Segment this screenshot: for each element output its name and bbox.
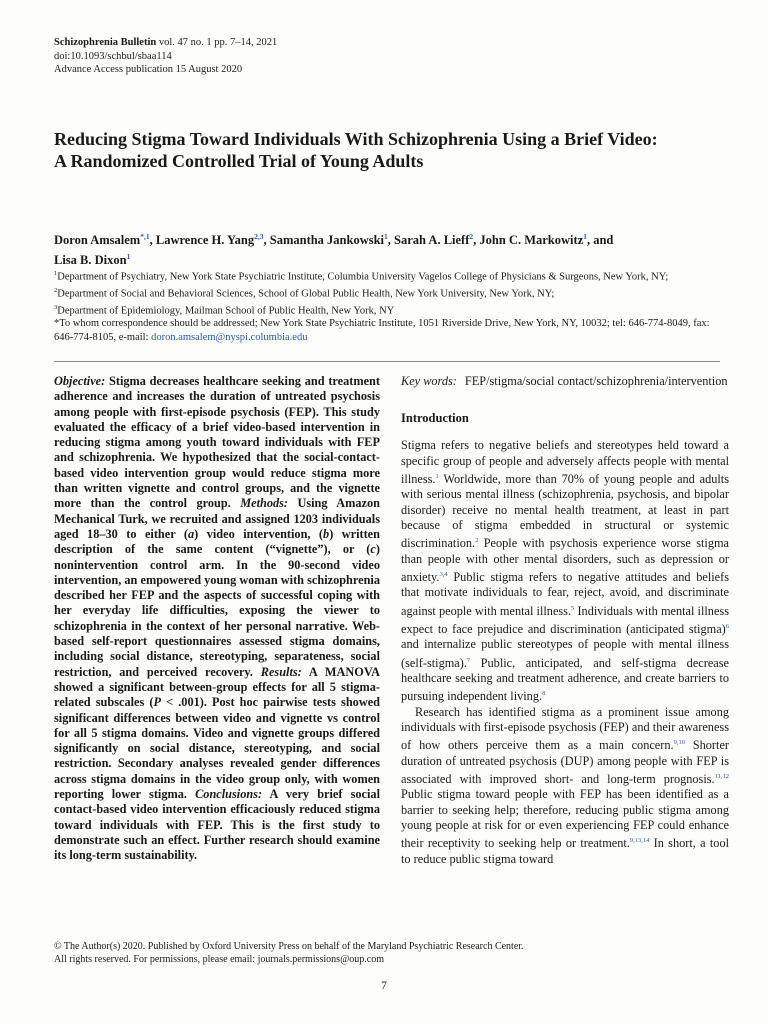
citation-link[interactable]: 9,13,14 (629, 837, 650, 845)
author-name: Lisa B. Dixon (54, 252, 127, 267)
citation-link[interactable]: 3,4 (439, 570, 448, 578)
abstract-results-label: Results: (260, 664, 302, 679)
citation-link[interactable]: 6 (725, 622, 729, 630)
affil-marker: 1 (54, 270, 58, 277)
abstract (54, 374, 380, 864)
text-run: People with psychosis experience worse stigma than people with other mental disorders, such as depression or anxiety. (401, 536, 729, 584)
author-name: Samantha Jankowski (269, 233, 385, 248)
abstract-objective: Stigma decreases healthcare seeking and treatment adherence and increases the duration of untreated psychosis among people with first-episode psychosis (FEP). This study evaluated the efficacy of a brief video-based intervention in reducing stigma among youth toward individuals with FEP and schizophrenia. We hypothesized that the social-contact-based video intervention group would reduce stigma more than written vignette and control groups, and the vignette more than the control group. (54, 374, 380, 511)
journal-name: Schizophrenia Bulletin (54, 37, 157, 48)
title-line-2: A Randomized Controlled Trial of Young Adults (54, 151, 424, 171)
keywords-text: FEP/stigma/social contact/schizophrenia/intervention (464, 374, 728, 388)
option-letter: a (188, 526, 195, 541)
author-affil-link[interactable]: *,1 (140, 232, 150, 241)
author-affil-link[interactable]: 2 (469, 232, 474, 241)
option-letter: c (370, 542, 376, 557)
correspondence-text: *To whom correspondence should be addressed; New York State Psychiatric Institute, 1051 Riverside Drive, New York, NY, 10032; tel: 646-774-8049, fax: 646-774-8105, e-mail: (54, 318, 710, 343)
abstract-conclusions-label: Conclusions: (195, 787, 263, 802)
abstract-methods-text: ) nonintervention control arm. In the 90-second video intervention, an empowered young woman with schizophrenia described her FEP and the aspects of successful coping with her everyday life difficulties, exposing the viewer to schizophrenia in the context of her personal narrative. Web-based self-report questionnaires assessed stigma domains, including social distance, stereotyping, separateness, social restriction, and perceived recovery. (54, 542, 380, 679)
permissions-line: All rights reserved. For permissions, please email: journals.permissions@oup.com (54, 954, 384, 965)
citation-link[interactable]: 8 (542, 690, 546, 698)
article-title (54, 128, 714, 172)
author-affil-link[interactable]: 2,3 (254, 232, 264, 241)
p-value-letter: P (153, 695, 161, 710)
text-run: Worldwide, more than 70% of young people and adults with serious mental illness (schizophrenia, psychosis, and bipolar disorder) receive no mental health treatment, at least in part because of stigma embedded in structural or systemic discrimination. (401, 471, 729, 551)
author-name: Sarah A. Lieff (394, 233, 470, 248)
text-run: and internalize public stereotypes of people with mental illness (self-stigma). (401, 637, 729, 670)
text-run: Public stigma toward people with FEP has been identified as a barrier to seeking help; therefore, reducing public stigma among young people at risk for or even experiencing FEP could enhance their receptivity to seeking help or treatment. (401, 787, 729, 851)
divider (54, 361, 720, 362)
affil-marker: 2 (54, 287, 58, 294)
affil-marker: 3 (54, 304, 58, 311)
section-heading-introduction: Introduction (401, 411, 469, 426)
citation-link[interactable]: 9,10 (673, 739, 685, 747)
author-affil-link[interactable]: 1 (126, 251, 131, 261)
email-link[interactable]: doron.amsalem@nyspi.columbia.edu (151, 331, 308, 343)
text-run: Public, anticipated, and self-stigma decrease healthcare seeking and treatment adherence, and create barriers to pursuing independent living. (401, 655, 729, 704)
citation-link[interactable]: 5 (571, 604, 575, 612)
option-letter: b (323, 526, 330, 541)
affiliation-1: Department of Psychiatry, New York State Psychiatric Institute, Columbia University Vagelos College of Physicians & Surgeons, New York, NY; (57, 271, 669, 283)
abstract-results-text: A MANOVA showed a significant between-group effects for all 5 stigma-related subscales ( (54, 664, 381, 710)
text-run: Shorter duration of untreated psychosis (DUP) among people with FEP is associated with improved short- and long-term prognosis. (401, 738, 729, 787)
abstract-methods-text: ) video intervention, ( (194, 526, 324, 541)
author-affil-link[interactable]: 1 (583, 232, 587, 241)
citation-link[interactable]: 7 (466, 656, 471, 664)
paragraph (401, 438, 729, 704)
affiliation-2: Department of Social and Behavioral Sciences, School of Global Public Health, New York University, New York, NY; (57, 288, 555, 300)
text-run: In short, a tool to reduce public stigma toward (401, 836, 730, 866)
text-run: Public stigma refers to negative attitudes and beliefs that motivate individuals to fear, reject, avoid, and discriminate against people with mental illness. (401, 569, 729, 618)
keywords-label: Key words: (401, 374, 457, 388)
abstract-methods-label: Methods: (240, 496, 289, 511)
author-name: John C. Markowitz (479, 233, 584, 248)
citation-link[interactable]: 1 (435, 472, 439, 480)
abstract-objective-label: Objective: (54, 374, 106, 388)
author-name: Doron Amsalem (54, 233, 141, 248)
author-list: Doron Amsalem$^{*,1}$, Lawrence H. Yang$^{2,3}$, Samantha Jankowski$^1$, Sarah A. Lieff$^2$, John C. Markowitz$^1$, and Lisa B. Dixon$^1$ (54, 232, 614, 267)
correspondence (54, 317, 720, 344)
text-run: Research has identified stigma as a prominent issue among individuals with first-episode psychosis (FEP) and their awareness of how others perceive them as a main concern. (401, 704, 729, 753)
affiliations (54, 267, 720, 318)
keywords (401, 374, 729, 389)
text-run: Stigma refers to negative beliefs and stereotypes held toward a specific group of people and adversely affects people with mental illness. (401, 438, 729, 486)
author-name: Lawrence H. Yang (155, 233, 255, 248)
copyright-footer (54, 940, 720, 966)
paragraph (401, 705, 729, 867)
abstract-methods-text: Using Amazon Mechanical Turk, we recruited and assigned 1203 individuals aged 18–30 to either ( (54, 496, 380, 541)
abstract-results-text: < .001). Post hoc pairwise tests showed significant differences between video and vignette vs control for all 5 stigma domains. Video and vignette groups differed significantly on social distance, stereotyping, and social restriction. Secondary analyses revealed gender differences across stigma domains in the video group only, with women reporting lower stigma. (54, 695, 380, 802)
citation-link[interactable]: 11,12 (714, 772, 729, 780)
introduction-body (401, 438, 729, 867)
abstract-methods-text: ) written description of the same content (“vignette”), or ( (54, 526, 380, 557)
doi[interactable]: doi:10.1093/schbul/sbaa114 (54, 50, 172, 62)
journal-meta: vol. 47 no. 1 pp. 7–14, 2021 (156, 37, 278, 48)
title-line-1: Reducing Stigma Toward Individuals With Schizophrenia Using a Brief Video: (54, 129, 658, 149)
right-column (401, 374, 729, 867)
advance-access: Advance Access publication 15 August 2020 (54, 64, 243, 75)
page-number: 7 (381, 980, 387, 992)
copyright-line: © The Author(s) 2020. Published by Oxford University Press on behalf of the Maryland Psychiatric Research Center. (54, 941, 524, 952)
abstract-conclusions: A very brief social contact-based video intervention efficaciously reduced stigma toward individuals with FEP. This is the first study to demonstrate such an effect. Further research should examine its long-term sustainability. (54, 787, 380, 863)
author-conjunction: and (593, 233, 614, 248)
affiliation-3: Department of Epidemiology, Mailman School of Public Health, New York, NY (57, 305, 395, 317)
text-run: Individuals with mental illness expect to face prejudice and discrimination (anticipated stigma) (401, 603, 729, 637)
author-affil-link[interactable]: 1 (384, 232, 388, 241)
citation-link[interactable]: 2 (475, 537, 479, 545)
journal-header (54, 36, 277, 77)
